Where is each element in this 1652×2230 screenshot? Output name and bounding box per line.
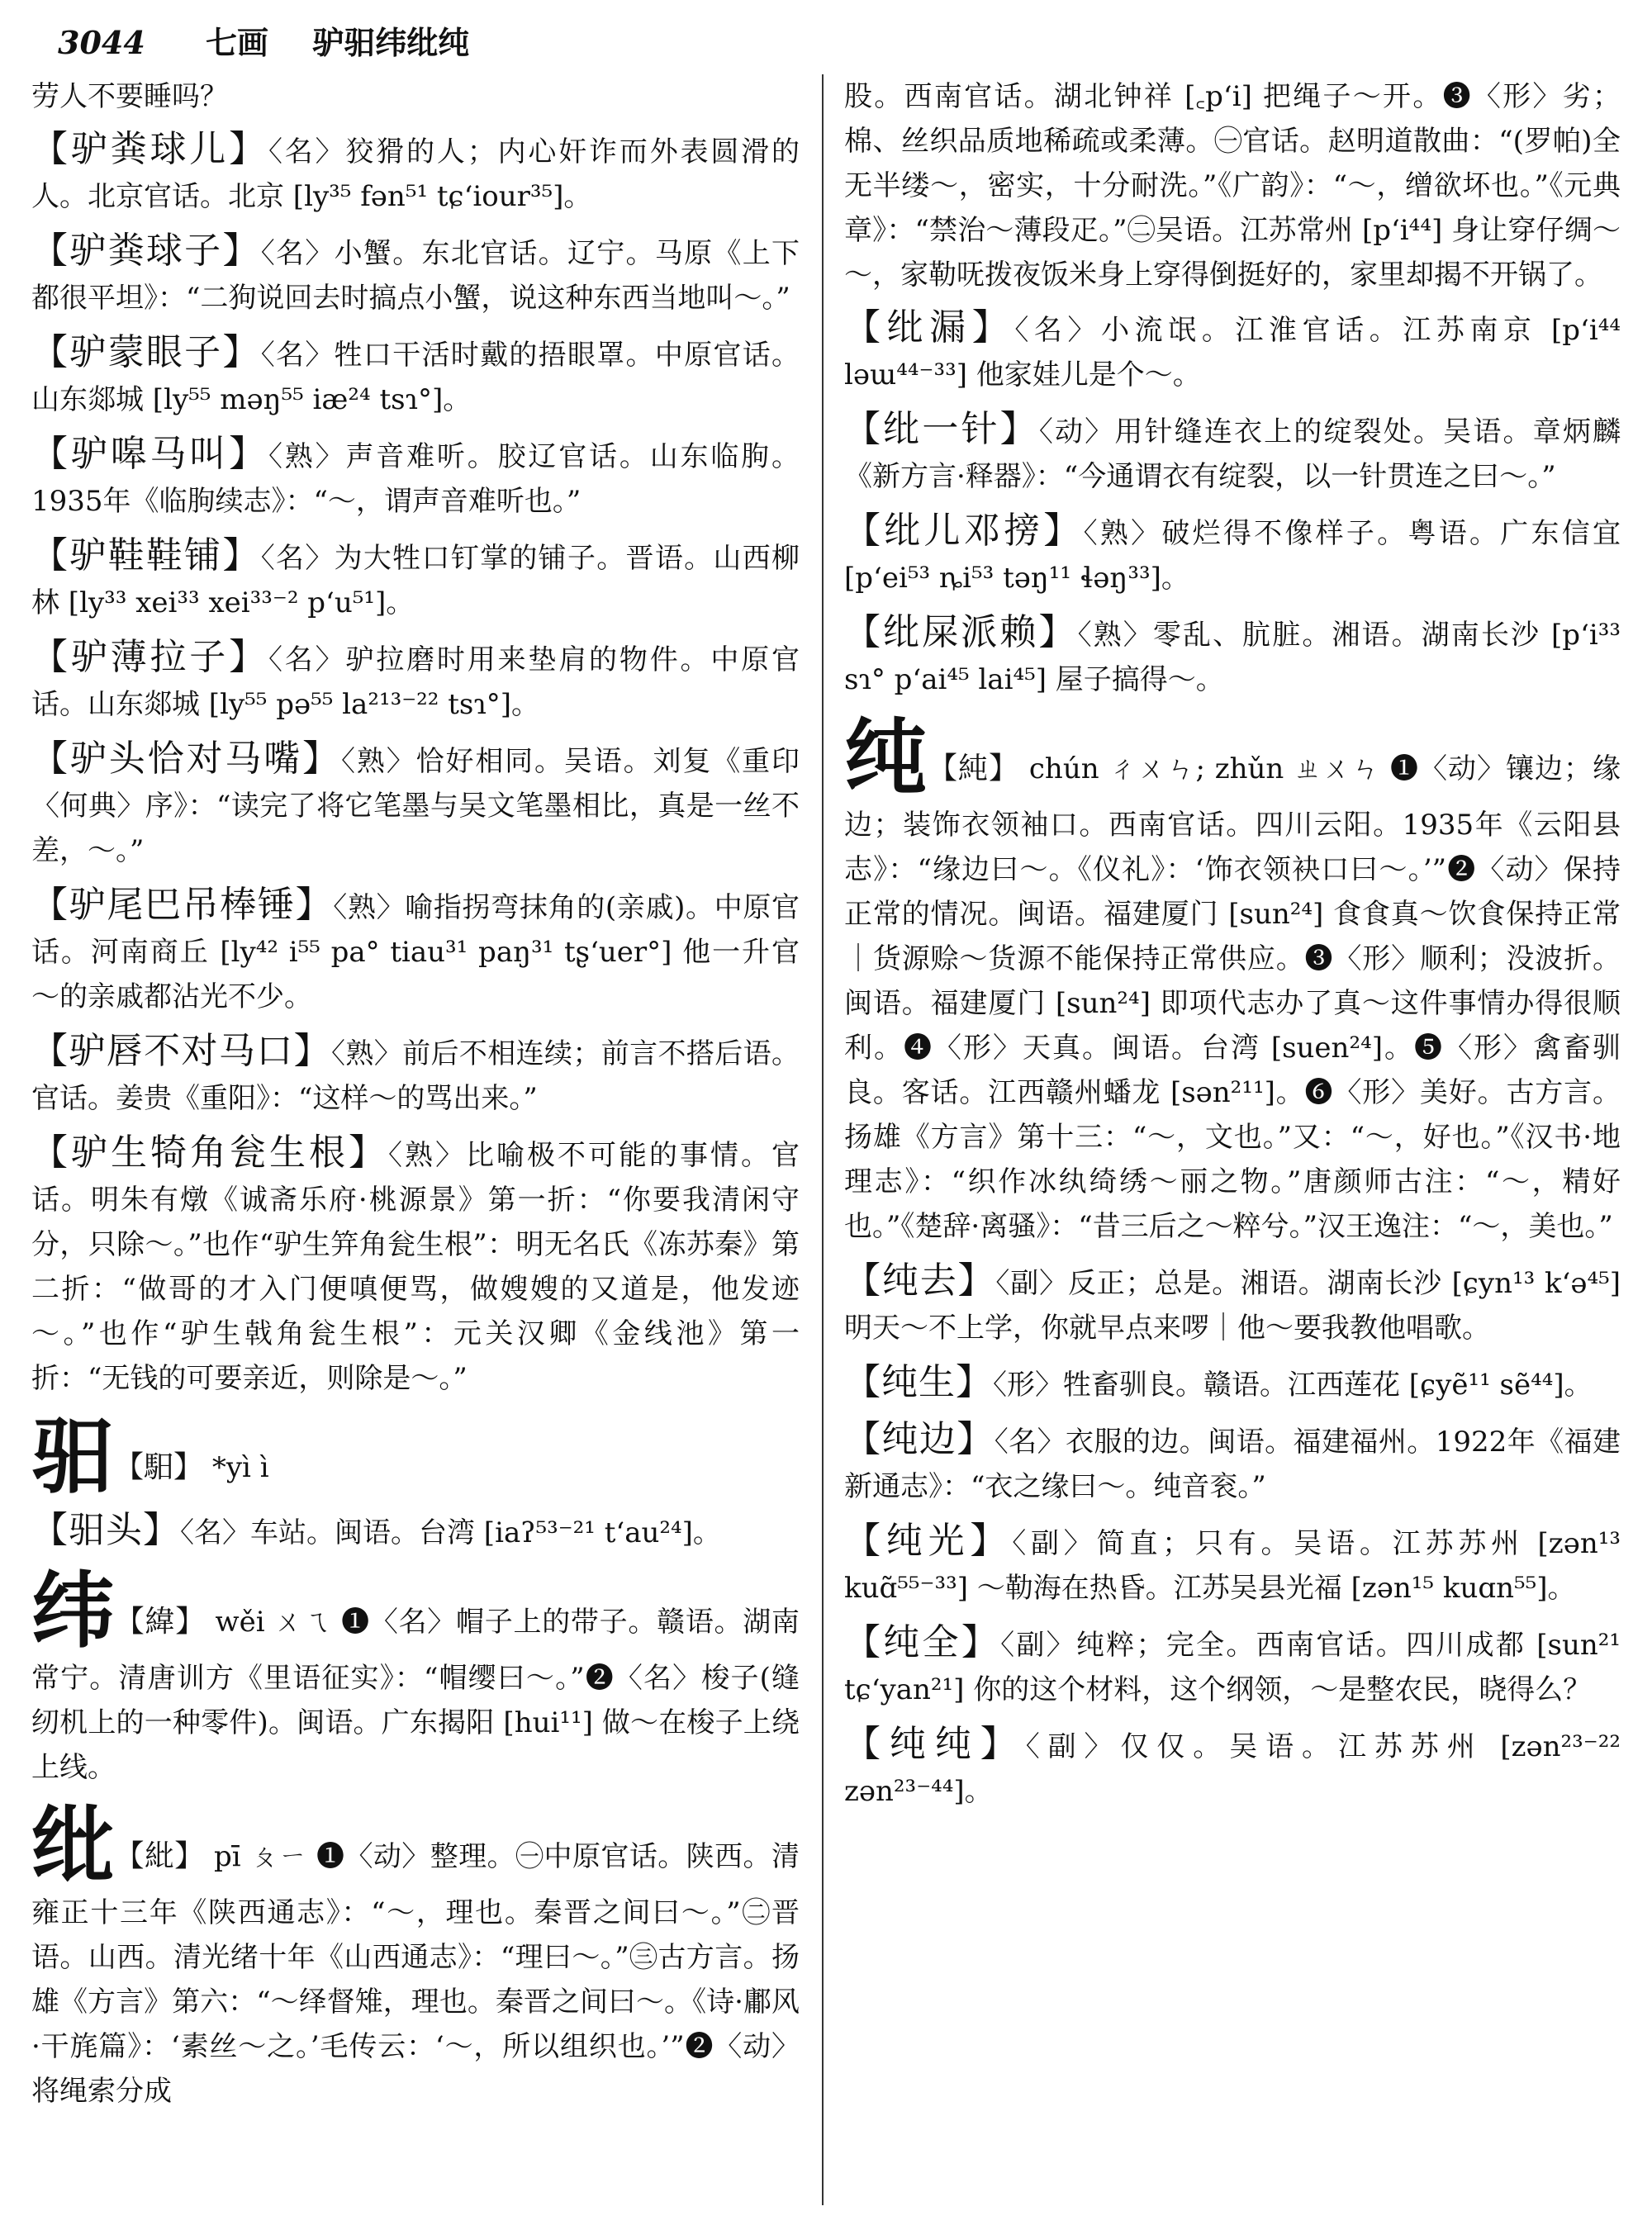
entry-text: 〈名〉小流氓。江淮官话。江苏南京 [pʻi⁴⁴ ləɯ⁴⁴⁻³³] 他家娃儿是个～。 — [844, 314, 1621, 391]
head-character: 纬 — [31, 1562, 115, 1659]
dict-entry — [844, 1360, 1621, 1407]
entry-text: 〈名〉牲口干活时戴的捂眼罩。中原官话。山东郯城 [ly⁵⁵ məŋ⁵⁵ iæ²⁴ tsɿ°]。 — [31, 339, 800, 416]
head-character-block — [31, 1407, 800, 1505]
head-character: 纰 — [31, 1796, 115, 1894]
dict-entry — [31, 229, 800, 320]
entry-headword: 【驴薄拉子】 — [31, 636, 268, 678]
entry-headword: 【驴尾巴吊棒锤】 — [31, 884, 334, 926]
entry-headword: 【驴唇不对马口】 — [31, 1030, 331, 1072]
entry-text: 〈熟〉声音难听。胶辽官话。山东临朐。1935年《临朐续志》：“～，谓声音难听也。” — [31, 440, 800, 518]
dict-entry — [844, 306, 1621, 397]
entry-text: 〈名〉为大牲口钉掌的铺子。晋语。山西柳林 [ly³³ xei³³ xei³³⁻² pʻu⁵¹]。 — [31, 542, 800, 619]
right-column — [844, 74, 1621, 2205]
entry-text: 〈名〉车站。闽语。台湾 [iaʔ⁵³⁻²¹ tʻau²⁴]。 — [180, 1516, 721, 1549]
entry-text: 〈副〉纯粹；完全。西南官话。四川成都 [sun²¹ tɕʻyan²¹] 你的这个材料，这个纲领，～是整农民，晓得么？ — [844, 1629, 1621, 1706]
entry-headword: 【驲头】 — [31, 1509, 180, 1551]
head-character: 驲 — [31, 1407, 114, 1505]
entry-headword: 【纰屎派赖】 — [844, 611, 1078, 653]
dict-entry — [844, 509, 1621, 600]
dict-entry — [31, 432, 800, 524]
dict-entry — [31, 127, 800, 219]
entry-text: 〈副〉简直；只有。吴语。江苏苏州 [zən¹³ kuɑ̃⁵⁵⁻³³] ～勒海在热昏。江苏吴县光福 [zən¹⁵ kuɑn⁵⁵]。 — [844, 1527, 1621, 1605]
dict-entry — [844, 1259, 1621, 1350]
entry-headword: 【纯边】 — [844, 1418, 995, 1460]
dict-entry — [844, 407, 1621, 499]
entry-text: 〈熟〉前后不相连续；前言不搭后语。官话。姜贵《重阳》：“这样～的骂出来。” — [31, 1037, 800, 1115]
head-character-entry — [844, 709, 1621, 1249]
entry-text: 〈动〉用针缝连衣上的绽裂处。吴语。章炳麟《新方言·释器》：“今通谓衣有绽裂，以一针贯连之曰～。” — [844, 415, 1621, 493]
entry-text: 〈副〉仅仅。吴语。江苏苏州 [zən²³⁻²² zən²³⁻⁴⁴]。 — [844, 1730, 1621, 1808]
head-character-entry — [31, 1796, 800, 2114]
section-label: 七画 — [206, 24, 269, 61]
entry-headword: 【纯全】 — [844, 1621, 1001, 1663]
entry-continuation: 劳人不要睡吗？ — [31, 80, 228, 113]
entry-headword: 【纯去】 — [844, 1260, 996, 1302]
dict-entry — [844, 1519, 1621, 1611]
traditional-form: 【紕】 — [114, 1839, 205, 1873]
reading: *yì ì — [211, 1451, 269, 1484]
entry-text: 〈形〉牲畜驯良。赣语。江西莲花 [ɕyẽ¹¹ sẽ⁴⁴]。 — [993, 1369, 1593, 1402]
dict-entry — [844, 610, 1621, 702]
entry-headword: 【驴粪球子】 — [31, 230, 261, 272]
dict-entry — [844, 1620, 1621, 1712]
dict-entry — [31, 883, 800, 1019]
column-divider — [822, 74, 824, 2205]
entry-headword: 【驴蒙眼子】 — [31, 331, 261, 373]
entry-headword: 【驴头恰对马嘴】 — [31, 738, 341, 780]
head-character: 纯 — [844, 709, 928, 806]
left-column — [31, 74, 800, 2205]
entry-text: 〈熟〉比喻极不可能的事情。官话。明朱有燉《诚斋乐府·桃源景》第一折：“你要我清闲守分，只除～。”也作“驴生笄角瓮生根”：明无名氏《冻苏秦》第二折：“做哥的才入门便嗔便骂，做嫂嫂的又道是，他发迹～。”也作“驴生戟角瓮生根”：元关汉卿《金线池》第一折：“无钱的可要亲近，则除是～。” — [31, 1139, 800, 1395]
entry-text: ❶〈动〉镶边；缘边；装饰衣领袖口。西南官话。四川云阳。1935年《云阳县志》：“缘边曰～。《仪礼》：‘饰衣领袂口曰～。’”❷〈动〉保持正常的情况。闽语。福建厦门 [sun²⁴] 食食真～饮食保持正常｜货源赊～货源不能保持正常供应。❸〈形〉顺利；没波折。闽语。福建厦门 [sun²⁴] 即项代志办了真～这件事情办得很顺利。❹〈形〉天真。闽语。台湾 [suen²⁴]。❺〈形〉禽畜驯良。客话。江西赣州蟠龙 [sən²¹¹]。❻〈形〉美好。古方言。扬雄《方言》第十三：“～，文也。”又：“～，好也。”《汉书·地理志》：“织作冰纨绮绣～丽之物。”唐颜师古注：“～，精好也。”《楚辞·离骚》：“昔三后之～粹兮。”汉王逸注：“～，美也。” — [844, 752, 1621, 1243]
entry-text: ❶〈动〉整理。㊀中原官话。陕西。清雍正十三年《陕西通志》：“～，理也。秦晋之间曰～。”㊁晋语。山西。清光绪十年《山西通志》：“理曰～。”㊂古方言。扬雄《方言》第六：“～绎督雉，理也。秦晋之间曰～。《诗·鄘风·干旄篇》：‘素丝～之。’毛传云：‘～，所以组织也。’”❷〈动〉将绳索分成 — [31, 1840, 800, 2108]
dict-entry — [31, 1131, 800, 1401]
traditional-form: 【緯】 — [114, 1605, 206, 1639]
entry-text: ❶〈名〉帽子上的带子。赣语。湖南常宁。清唐训方《里语征实》：“帽缨曰～。”❷〈名〉梭子(缝纫机上的一种零件)。闽语。广东揭阳 [hui¹¹] 做～在梭子上绕上线。 — [31, 1606, 800, 1784]
entry-headword: 【驴鞋鞋铺】 — [31, 534, 261, 576]
entry-text: 〈熟〉喻指拐弯抹角的(亲戚)。中原官话。河南商丘 [ly⁴² i⁵⁵ pa° tiau³¹ paŋ³¹ tʂʻuer°] 他一升官～的亲戚都沾光不少。 — [31, 891, 800, 1013]
dict-entry — [31, 534, 800, 625]
head-character-entry — [31, 1562, 800, 1790]
entry-text: 〈名〉狡猾的人；内心奸诈而外表圆滑的人。北京官话。北京 [ly³⁵ fən⁵¹ tɕʻiour³⁵]。 — [31, 135, 800, 213]
entry-text: 〈副〉反正；总是。湘语。湖南长沙 [ɕyn¹³ kʻə⁴⁵] 明天～不上学，你就早点来啰｜他～要我教他唱歌。 — [844, 1267, 1621, 1345]
dict-entry — [844, 1417, 1621, 1509]
header-chars: 驴驲纬纰纯 — [312, 24, 470, 61]
traditional-form: 【馹】 — [114, 1450, 204, 1484]
entry-headword: 【纰儿邓搒】 — [844, 510, 1084, 552]
reading: wěi ㄨㄟ — [215, 1606, 332, 1639]
entry-headword: 【纯光】 — [844, 1520, 1013, 1562]
entry-text: 〈名〉驴拉磨时用来垫肩的物件。中原官话。山东郯城 [ly⁵⁵ pə⁵⁵ la²¹³⁻²² tsɿ°]。 — [31, 643, 800, 721]
entry-headword: 【驴生犄角瓮生根】 — [31, 1132, 388, 1174]
page-number: 3044 — [58, 24, 145, 61]
entry-text: 〈熟〉破烂得不像样子。粤语。广东信宜 [pʻei⁵³ ȵi⁵³ təŋ¹¹ ɬəŋ³³]。 — [844, 517, 1621, 595]
entry-headword: 【纰漏】 — [844, 306, 1015, 349]
reading: pī ㄆㄧ — [214, 1840, 307, 1873]
dict-entry — [31, 737, 800, 873]
entry-text: 〈熟〉恰好相同。吴语。刘复《重印〈何典〉序》：“读完了将它笔墨与吴文笔墨相比，真是一丝不差，～。” — [31, 745, 800, 867]
page-header — [58, 18, 1594, 68]
entry-continuation: 股。西南官话。湖北钟祥 [꜀pʻi] 把绳子～开。❸〈形〉劣；棉、丝织品质地稀疏或柔薄。㊀官话。赵明道散曲：“(罗帕)全无半缕～，密实，十分耐洗。”《广韵》：“～，缯欲坏也。”《元典章》：“禁治～薄段疋。”㊁吴语。江苏常州 [pʻi⁴⁴] 身让穿仔绸～～，家勒呒拨夜饭米身上穿得倒挺好的，家里却揭不开锅了。 — [844, 80, 1621, 292]
entry-headword: 【纯生】 — [844, 1361, 993, 1403]
reading: chún ㄔㄨㄣ; zhǔn ㄓㄨㄣ — [1028, 752, 1381, 785]
entry-text: 〈名〉小蟹。东北官话。辽宁。马原《上下都很平坦》：“二狗说回去时搞点小蟹，说这种东西当地叫～。” — [31, 237, 800, 315]
entry-headword: 【纯纯】 — [844, 1723, 1026, 1765]
dict-entry — [31, 635, 800, 727]
entry-text: 〈名〉衣服的边。闽语。福建福州。1922年《福建新通志》：“衣之缘曰～。纯音衮。” — [844, 1426, 1621, 1503]
entry-headword: 【驴粪球儿】 — [31, 128, 268, 170]
entry-headword: 【纰一针】 — [844, 408, 1039, 450]
dict-entry — [31, 330, 800, 422]
entry-text: 〈熟〉零乱、肮脏。湘语。湖南长沙 [pʻi³³ sɿ° pʻai⁴⁵ lai⁴⁵] 屋子搞得～。 — [844, 619, 1621, 696]
dict-entry — [31, 1029, 800, 1121]
dict-entry — [31, 1508, 800, 1555]
traditional-form: 【純】 — [928, 752, 1020, 785]
entry-headword: 【驴嗥马叫】 — [31, 433, 268, 475]
dict-entry — [844, 1722, 1621, 1814]
